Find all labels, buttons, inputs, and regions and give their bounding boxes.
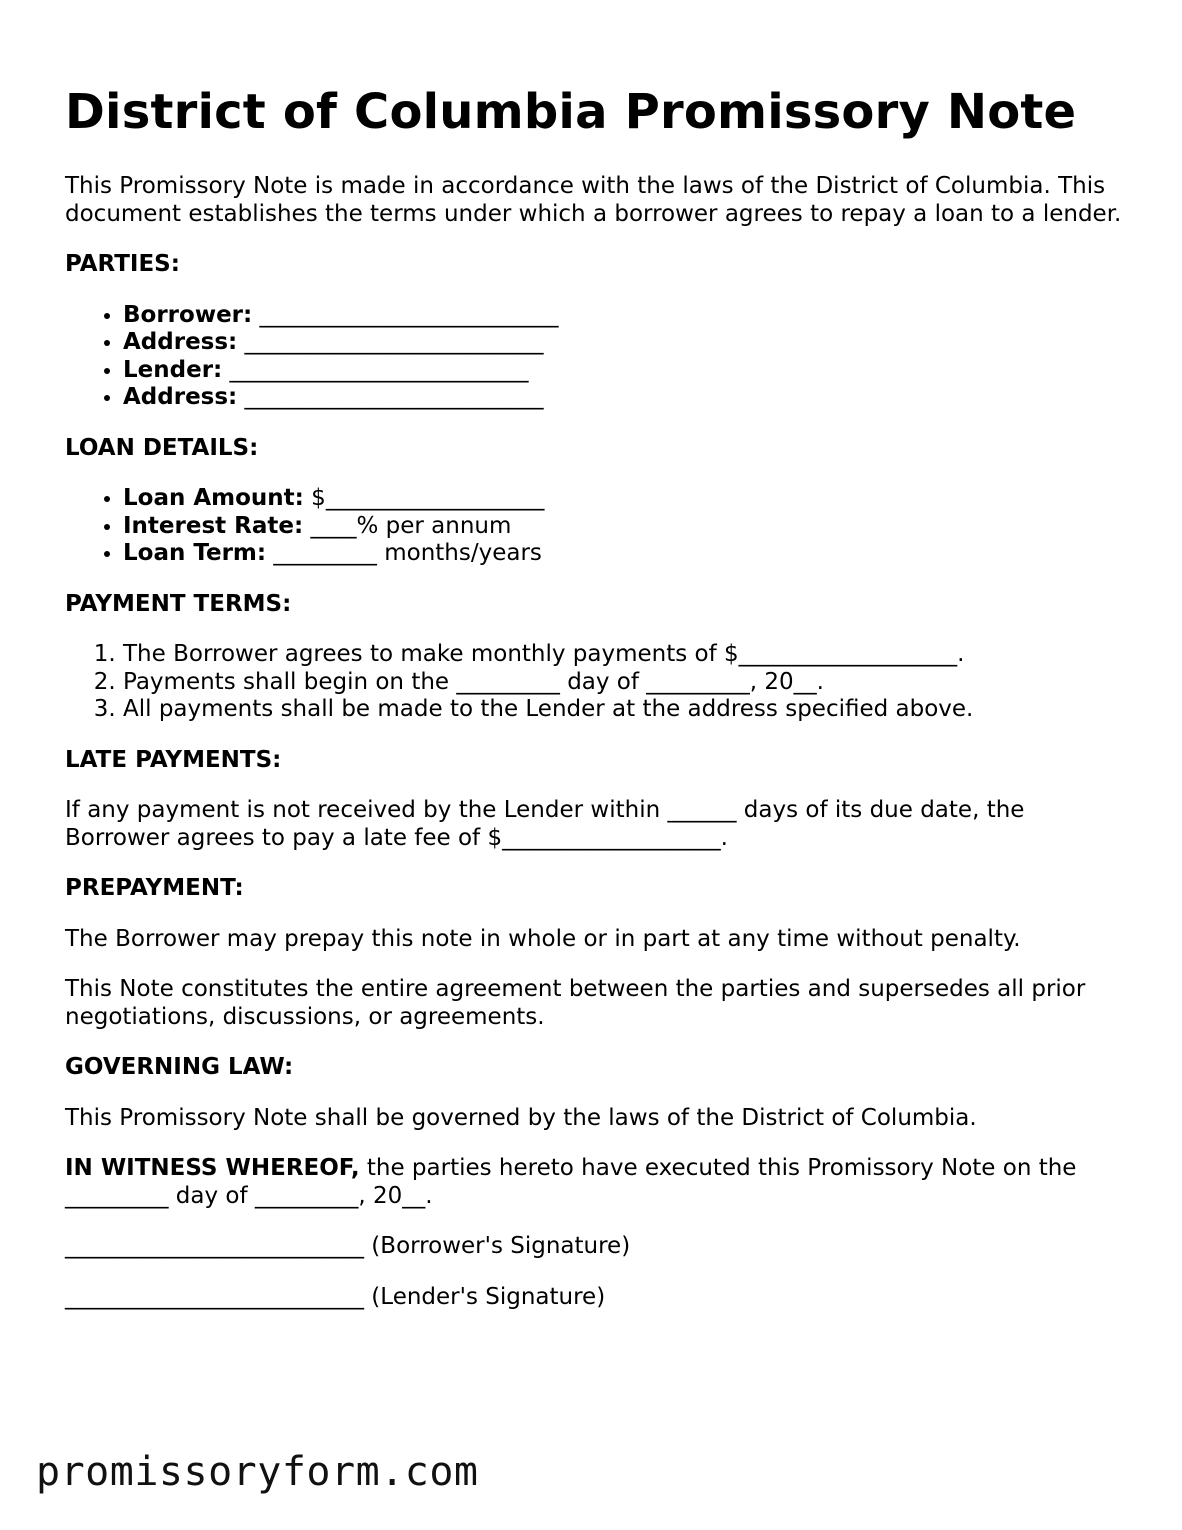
- payment-terms-list: [65, 641, 1125, 724]
- entire-agreement-paragraph: This Note constitutes the entire agreement between the parties and supersedes all prior negotiations, discussions, or agreements.: [65, 976, 1086, 1030]
- parties-list: [65, 302, 1125, 412]
- lender-address-blank: __________________________: [237, 384, 544, 410]
- lender-label: Lender:: [123, 356, 223, 383]
- lender-signature-line: [65, 1284, 1125, 1312]
- loan-details-heading: LOAN DETAILS:: [65, 434, 259, 461]
- borrower-blank: __________________________: [252, 301, 559, 328]
- interest-rate-label: Interest Rate:: [123, 512, 304, 539]
- lender-blank: __________________________: [222, 356, 529, 383]
- list-item: [123, 384, 1125, 412]
- witness-text: the parties hereto have executed this Promissory Note on the _________ day of _________, 20__.: [65, 1155, 1077, 1209]
- borrower-label: Borrower:: [123, 301, 253, 328]
- borrower-signature-label: (Borrower's Signature): [364, 1233, 631, 1259]
- loan-term-blank: _________ months/years: [266, 540, 542, 566]
- borrower-signature-blank: __________________________: [65, 1233, 364, 1259]
- payment-terms-heading: PAYMENT TERMS:: [65, 590, 292, 617]
- loan-term-label: Loan Term:: [123, 540, 267, 566]
- governing-law-paragraph: This Promissory Note shall be governed by the laws of the District of Columbia.: [65, 1104, 977, 1131]
- document-page: [65, 84, 1125, 1334]
- interest-rate-blank: ____% per annum: [303, 512, 512, 539]
- list-item: 3. All payments shall be made to the Lender at the address specified above.: [123, 696, 1125, 724]
- late-payments-heading: LATE PAYMENTS:: [65, 746, 282, 773]
- list-item: [123, 329, 1125, 357]
- parties-heading: PARTIES:: [65, 251, 180, 277]
- witness-label: IN WITNESS WHEREOF,: [65, 1155, 360, 1181]
- list-item: [123, 540, 1125, 568]
- list-item: 1. The Borrower agrees to make monthly payments of $___________________.: [123, 641, 1125, 669]
- prepayment-heading: PREPAYMENT:: [65, 875, 244, 901]
- governing-law-heading: GOVERNING LAW:: [65, 1054, 294, 1080]
- lender-address-label: Address:: [123, 384, 238, 410]
- loan-details-list: [65, 485, 1125, 568]
- list-item: [123, 513, 1125, 541]
- list-item: 2. Payments shall begin on the _________ day of _________, 20__.: [123, 669, 1125, 697]
- footer-watermark: promissoryform.com: [36, 1449, 479, 1495]
- borrower-signature-line: [65, 1233, 1125, 1261]
- intro-paragraph: This Promissory Note is made in accordance with the laws of the District of Columbia. This document establishes the terms under which a borrower agrees to repay a loan to a lender.: [65, 173, 1122, 227]
- borrower-address-label: Address:: [123, 329, 238, 355]
- list-item: [123, 357, 1125, 385]
- list-item: [123, 302, 1125, 330]
- loan-amount-label: Loan Amount:: [123, 485, 304, 511]
- lender-signature-label: (Lender's Signature): [364, 1283, 606, 1310]
- witness-paragraph: [65, 1155, 1125, 1210]
- prepayment-paragraph: The Borrower may prepay this note in whole or in part at any time without penalty.: [65, 925, 1021, 952]
- borrower-address-blank: __________________________: [237, 329, 544, 355]
- document-title: District of Columbia Promissory Note: [65, 84, 1077, 140]
- list-item: [123, 485, 1125, 513]
- loan-amount-blank: $___________________: [303, 485, 545, 511]
- lender-signature-blank: __________________________: [65, 1283, 364, 1310]
- late-payments-paragraph: If any payment is not received by the Lender within ______ days of its due date, the Borrower agrees to pay a late fee of $___________________.: [65, 797, 1025, 851]
